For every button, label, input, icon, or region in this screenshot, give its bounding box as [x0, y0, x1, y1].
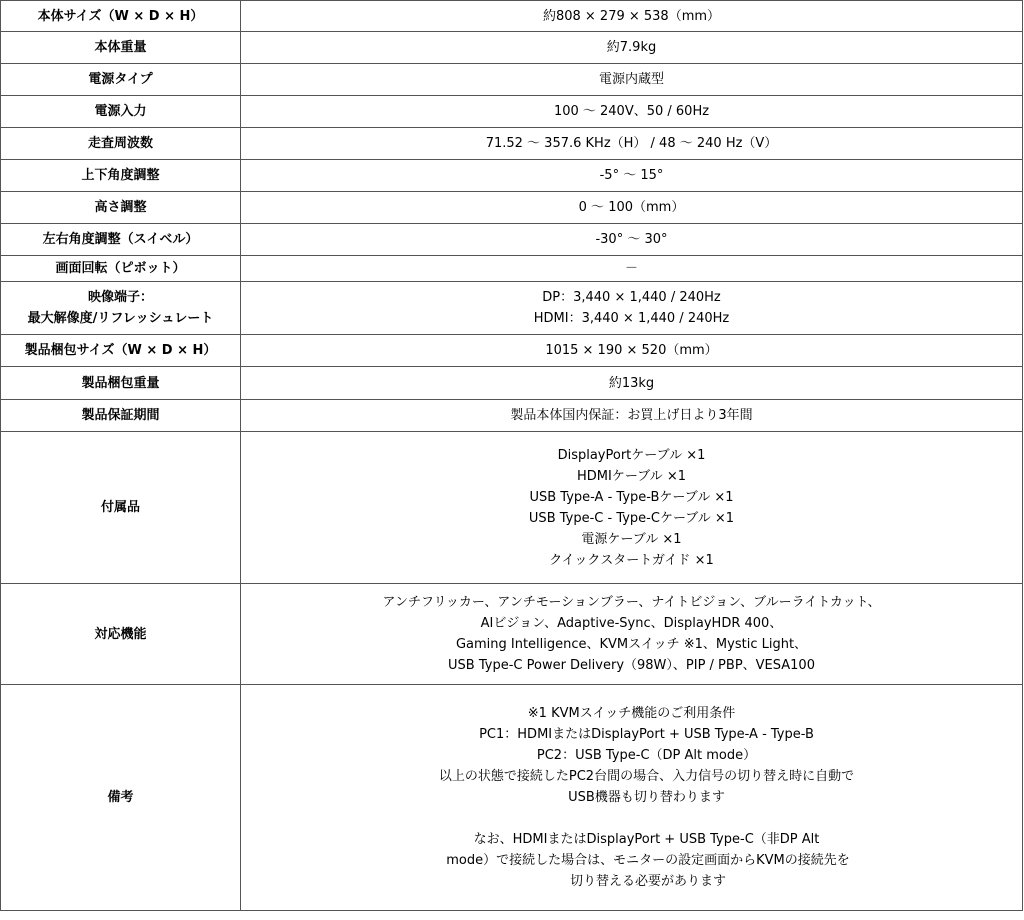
spec-label: 製品梱包サイズ（W × D × H） [1, 335, 241, 367]
spec-row-notes [1, 685, 1023, 911]
accessory-item: USB Type-C - Type-Cケーブル ×1 [528, 510, 735, 526]
spec-value: 71.52 ～ 357.6 KHz（H） / 48 ～ 240 Hz（V） [241, 128, 1023, 160]
spec-row [1, 96, 1023, 128]
spec-label: 走査周波数 [1, 128, 241, 160]
spec-row-video [1, 282, 1023, 335]
features-list [241, 584, 1023, 685]
spec-label: 左右角度調整（スイベル） [1, 224, 241, 256]
spec-label: 対応機能 [1, 584, 241, 685]
spec-label [1, 282, 241, 335]
spec-value: 100 ～ 240V、50 / 60Hz [241, 96, 1023, 128]
spec-value: 製品本体国内保証：お買上げ日より3年間 [241, 400, 1023, 432]
spec-value: -5° ～ 15° [241, 160, 1023, 192]
note-line: なお、HDMIまたはDisplayPort + USB Type-C（非DP Alt [473, 832, 820, 847]
accessories-list [241, 432, 1023, 584]
feature-line: Gaming Intelligence、KVMスイッチ ※1、Mystic Light、 [455, 637, 808, 652]
feature-line: USB Type-C Power Delivery（98W）、PIP / PBP、VESA100 [448, 658, 815, 673]
notes-content [241, 685, 1023, 911]
spec-label: 製品梱包重量 [1, 367, 241, 400]
video-value-line: HDMI：3,440 × 1,440 / 240Hz [533, 311, 730, 326]
note-line: 切り替える必要があります [569, 874, 726, 889]
spec-row [1, 1, 1023, 32]
video-value-line: DP：3,440 × 1,440 / 240Hz [542, 290, 721, 305]
spec-value [241, 282, 1023, 335]
accessory-item: 電源ケーブル ×1 [581, 531, 682, 547]
note-line: USB機器も切り替わります [568, 790, 725, 805]
spec-row [1, 367, 1023, 400]
spec-label: 画面回転（ピボット） [1, 256, 241, 282]
note-line: 以上の状態で接続したPC2台間の場合、入力信号の切り替え時に自動で [438, 769, 855, 784]
note-spacer [241, 808, 1022, 829]
spec-row-accessories [1, 432, 1023, 584]
spec-value: 約808 × 279 × 538（mm） [241, 1, 1023, 32]
spec-value: 0 ～ 100（mm） [241, 192, 1023, 224]
spec-label: 製品保証期間 [1, 400, 241, 432]
accessory-item: USB Type-A - Type-Bケーブル ×1 [529, 489, 734, 505]
spec-label: 本体重量 [1, 32, 241, 64]
spec-value: 1015 × 190 × 520（mm） [241, 335, 1023, 367]
spec-row [1, 192, 1023, 224]
spec-value: 約7.9kg [241, 32, 1023, 64]
note-line: PC1：HDMIまたはDisplayPort + USB Type-A - Type-B [479, 727, 814, 742]
note-line: mode）で接続した場合は、モニターの設定画面からKVMの接続先を [446, 853, 850, 868]
spec-row [1, 32, 1023, 64]
spec-row [1, 160, 1023, 192]
video-label-line: 最大解像度/リフレッシュレート [27, 311, 214, 326]
video-label-line: 映像端子： [87, 290, 153, 305]
note-line: ※1 KVMスイッチ機能のご利用条件 [527, 706, 736, 721]
accessory-item: HDMIケーブル ×1 [577, 468, 686, 484]
note-line: PC2：USB Type-C（DP Alt mode） [536, 748, 757, 763]
spec-value: 約13kg [241, 367, 1023, 400]
spec-row [1, 64, 1023, 96]
spec-label: 付属品 [1, 432, 241, 584]
spec-label: 高さ調整 [1, 192, 241, 224]
spec-row-features [1, 584, 1023, 685]
spec-value: － [241, 256, 1023, 282]
spec-row [1, 224, 1023, 256]
spec-label: 上下角度調整 [1, 160, 241, 192]
spec-row [1, 128, 1023, 160]
feature-line: AIビジョン、Adaptive-Sync、DisplayHDR 400、 [480, 616, 783, 631]
accessory-item: DisplayPortケーブル ×1 [557, 447, 706, 463]
spec-label: 電源入力 [1, 96, 241, 128]
spec-label: 本体サイズ（W × D × H） [1, 1, 241, 32]
spec-label: 備考 [1, 685, 241, 911]
spec-row [1, 335, 1023, 367]
spec-row [1, 400, 1023, 432]
spec-value: 電源内蔵型 [241, 64, 1023, 96]
spec-value: -30° ～ 30° [241, 224, 1023, 256]
accessory-item: クイックスタートガイド ×1 [549, 552, 714, 568]
spec-row [1, 256, 1023, 282]
feature-line: アンチフリッカー、アンチモーションブラー、ナイトビジョン、ブルーライトカット、 [382, 595, 881, 610]
spec-label: 電源タイプ [1, 64, 241, 96]
